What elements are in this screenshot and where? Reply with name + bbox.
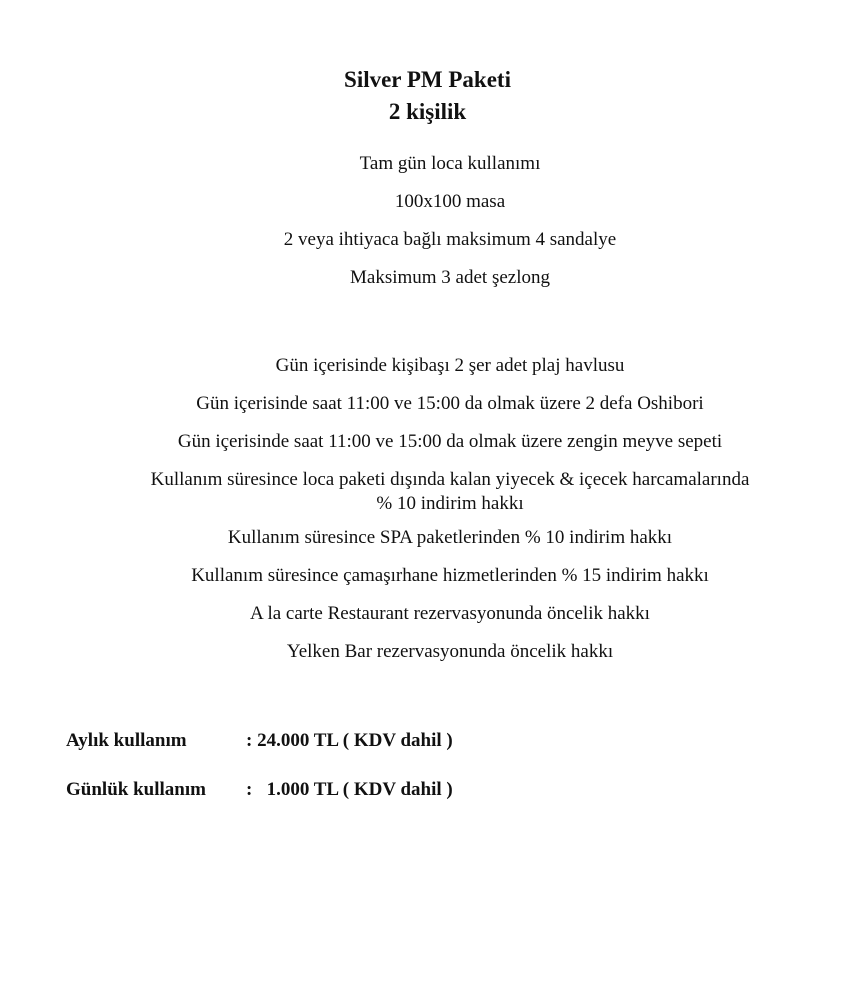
feature-item: Yelken Bar rezervasyonunda öncelik hakkı	[286, 641, 614, 662]
feature-item: 2 veya ihtiyaca bağlı maksimum 4 sandalye	[283, 229, 617, 250]
daily-price-row	[66, 777, 453, 803]
daily-label: Günlük kullanım	[66, 779, 206, 800]
feature-item: Gün içerisinde kişibaşı 2 şer adet plaj havlusu	[275, 355, 625, 376]
feature-item: 100x100 masa	[394, 191, 506, 212]
feature-item-continuation: % 10 indirim hakkı	[376, 493, 524, 514]
feature-item: A la carte Restaurant rezervasyonunda öncelik hakkı	[250, 603, 650, 624]
feature-item: Tam gün loca kullanımı	[359, 153, 541, 174]
feature-item: Gün içerisinde saat 11:00 ve 15:00 da olmak üzere zengin meyve sepeti	[177, 431, 723, 452]
package-title: Silver PM Paketi	[344, 67, 511, 92]
feature-item: Kullanım süresince loca paketi dışında kalan yiyecek & içecek harcamalarında	[150, 469, 750, 490]
feature-item: Maksimum 3 adet şezlong	[350, 267, 550, 288]
feature-item: Kullanım süresince çamaşırhane hizmetlerinden % 15 indirim hakkı	[191, 565, 709, 586]
package-subtitle: 2 kişilik	[388, 99, 467, 124]
monthly-value: : 24.000 TL ( KDV dahil )	[246, 730, 453, 751]
monthly-price-row	[66, 728, 453, 754]
monthly-label: Aylık kullanım	[66, 730, 187, 751]
daily-value: : 1.000 TL ( KDV dahil )	[246, 779, 453, 800]
feature-item: Gün içerisinde saat 11:00 ve 15:00 da olmak üzere 2 defa Oshibori	[196, 393, 704, 414]
feature-item: Kullanım süresince SPA paketlerinden % 10 indirim hakkı	[227, 527, 673, 548]
